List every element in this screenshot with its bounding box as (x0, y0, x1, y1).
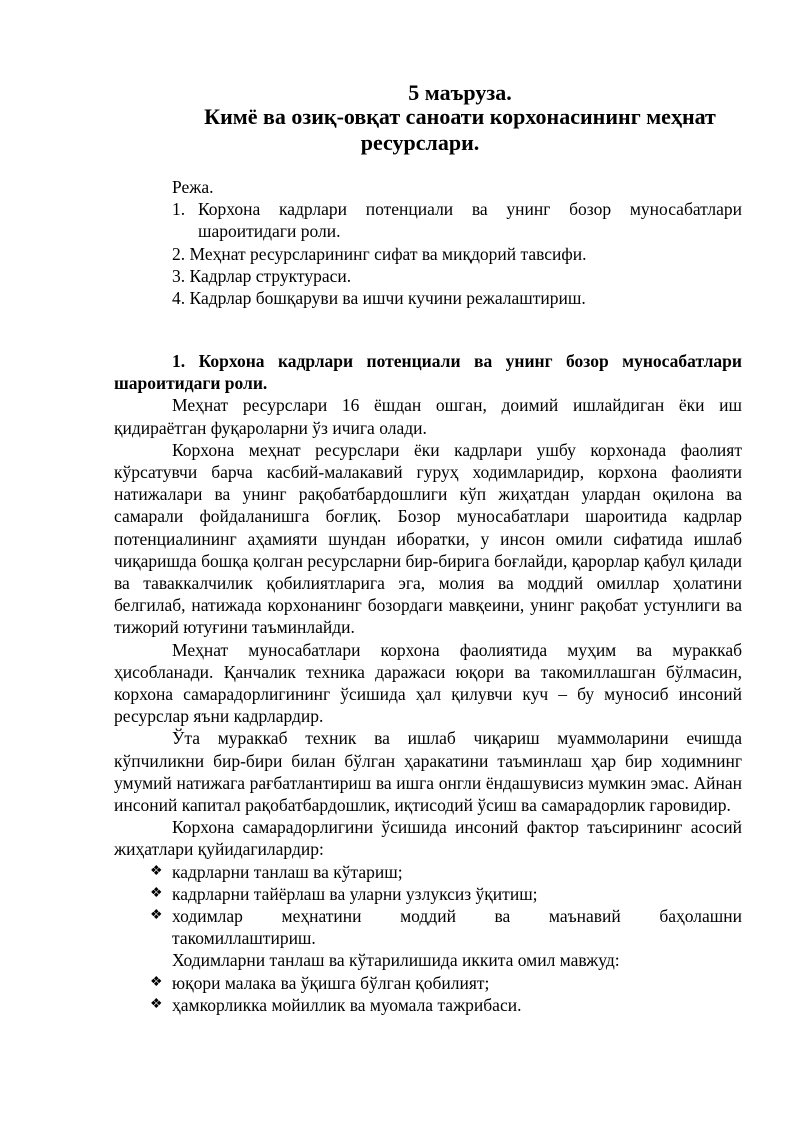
paragraph: Ўта мураккаб техник ва ишлаб чиқариш муаммоларини ечишда кўпчиликни бир-бири билан бўлган ҳаракатини таъминлаш ҳар бир ходимнинг умумий натижага рағбатлантириш ва ишга онгли ёндашувисиз мумкин эмас. Айнан инсоний капитал рақобатбардошлик, иқтисодий ўсиш ва самарадорлик гаровидир. (114, 728, 742, 816)
plan-item-text: Корхона кадрлари потенциали ва унинг бозор муносабатлари шароитидаги роли. (198, 199, 742, 242)
list-item: ❖ ходимлар меҳнатини моддий ва маънавий баҳолашни (150, 906, 742, 927)
plan-item-number: 3. (172, 265, 186, 286)
plan-item-number: 1. (172, 199, 186, 220)
paragraph: Меҳнат ресурслари 16 ёшдан ошган, доимий ишлайдиган ёки иш қидираётган фуқароларни ўз ичига олади. (114, 395, 742, 438)
bullet-list (114, 972, 742, 1016)
paragraph: Корхона самарадорлигини ўсишида инсоний фактор таъсирининг асосий жиҳатлари қуйидагилардир: (114, 817, 742, 860)
lecture-number: 5 маъруза. (408, 80, 512, 105)
lecture-title-line2: ресурслари. (360, 130, 480, 155)
list-item: ❖ кадрларни тайёрлаш ва уларни узлуксиз ўқитиш; (150, 883, 538, 904)
plan-item-number: 4. (172, 288, 186, 309)
diamond-bullet-icon: ❖ (150, 885, 163, 901)
lecture-title-line1: Кимё ва озиқ-овқат саноати корхонасининг меҳнат (204, 104, 716, 129)
list-item: ❖ кадрларни танлаш ва кўтариш; (150, 861, 403, 882)
list-item: ❖ ҳамкорликка мойиллик ва муомала тажрибаси. (150, 994, 522, 1015)
list-item: ❖ юқори малака ва ўқишга бўлган қобилият; (150, 972, 490, 993)
plan-item-text: Меҳнат ресурсларининг сифат ва миқдорий тавсифи. (189, 243, 587, 264)
list-item-continuation: такомиллаштириш. (172, 928, 316, 949)
paragraph: Корхона меҳнат ресурслари ёки кадрлари ушбу корхонада фаолият кўрсатувчи барча касбий-малакавий гуруҳ ходимларидир, корхона фаолияти натижалари ва унинг рақобатбардошлиги кўп жиҳатдан улардан оқилона ва самарали фойдаланишга боғлиқ. Бозор муносабатлари шароитида кадрлар потенциалининг аҳамияти шундан иборатки, у инсон омили сифатида ишлаб чиқаришда бошқа қолган ресурсларни бир-бирига боғлайди, қарорлар қабул қилади ва таваккалчилик қобилиятларига эга, молия ва моддий омиллар ҳолатини белгилаб, натижада корхонанинг бозордаги мавқеини, унинг рақобат устунлиги ва тижорий ютуғини таъминлайди. (114, 439, 742, 638)
plan-item-text: Кадрлар бошқаруви ва ишчи кучини режалаштириш. (189, 288, 586, 309)
plan-item (172, 265, 742, 287)
section-1 (114, 350, 742, 1016)
plan-list (172, 198, 742, 309)
plan-section (172, 176, 742, 309)
plan-item (172, 198, 742, 242)
bullet-list (114, 861, 742, 928)
diamond-bullet-icon: ❖ (150, 863, 163, 879)
section-heading: 1. Корхона кадрлари потенциали ва унинг бозор муносабатлари шароитидаги роли. (114, 351, 742, 394)
plan-item (172, 243, 742, 265)
paragraph: Меҳнат муносабатлари корхона фаолиятида муҳим ва мураккаб ҳисобланади. Қанчалик техника даражаси юқори ва такомиллашган бўлмасин, корхона самарадорлигининг ўсишида ҳал қилувчи куч – бу муносиб инсоний ресурслар яъни кадрлардир. (114, 639, 742, 727)
plan-heading: Режа. (172, 177, 214, 197)
plan-item-number: 2. (172, 243, 186, 264)
plan-item-text: Кадрлар структураси. (189, 265, 352, 286)
diamond-bullet-icon: ❖ (150, 908, 163, 924)
diamond-bullet-icon: ❖ (150, 996, 163, 1012)
paragraph: Ходимларни танлаш ва кўтарилишида иккита омил мавжуд: (172, 950, 620, 971)
diamond-bullet-icon: ❖ (150, 974, 163, 990)
plan-item (172, 287, 742, 309)
